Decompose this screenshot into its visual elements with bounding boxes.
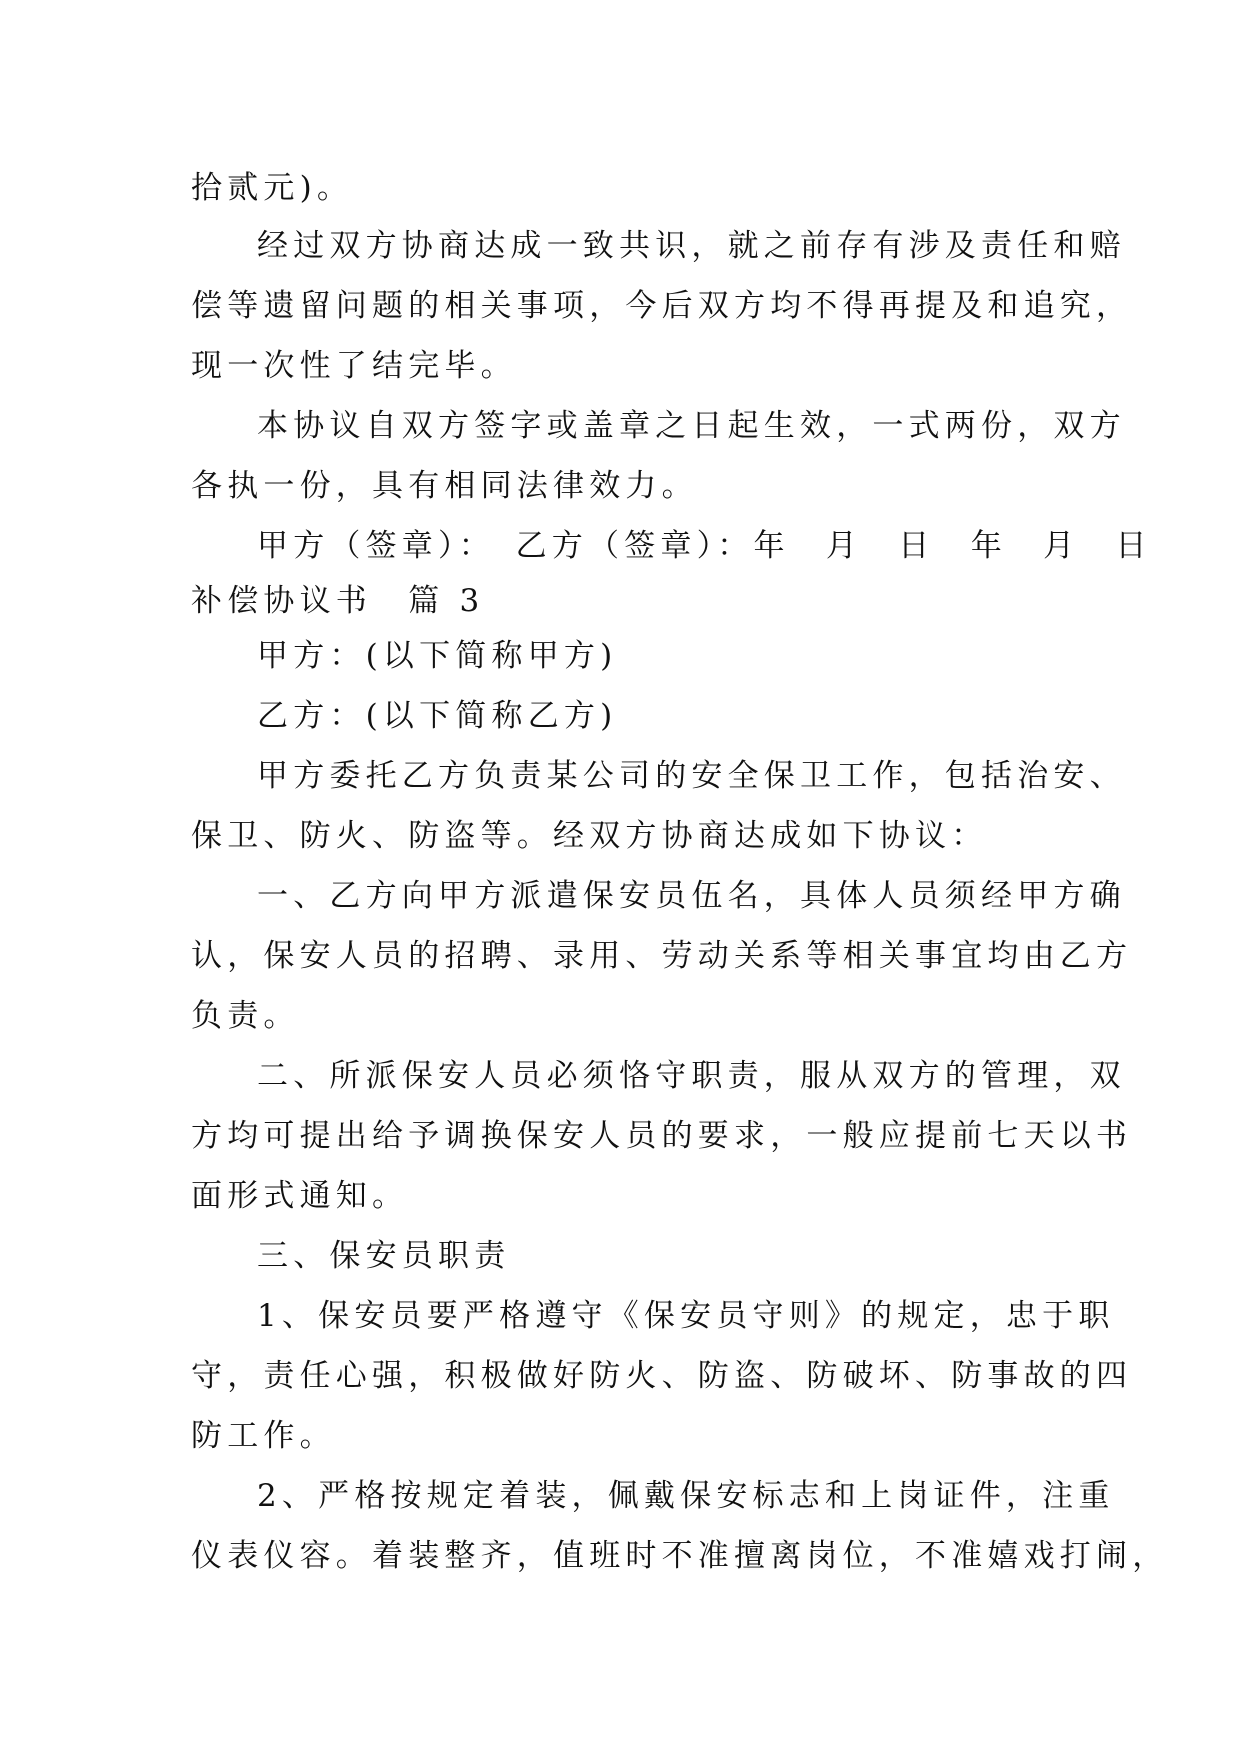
- paragraph-start: 三、保安员职责: [257, 1238, 511, 1274]
- text-line: 面形式通知。: [191, 1178, 409, 1214]
- text-line: 偿等遗留问题的相关事项，今后双方均不得再提及和追究，: [191, 288, 1133, 324]
- paragraph-start: 甲方委托乙方负责某公司的安全保卫工作，包括治安、: [257, 758, 1126, 794]
- text-line: 拾贰元)。: [191, 170, 354, 206]
- text-line: 仪表仪容。着装整齐，值班时不准擅离岗位，不准嬉戏打闹，: [191, 1538, 1169, 1574]
- text-line: 负责。: [191, 998, 300, 1034]
- text-line: 各执一份，具有相同法律效力。: [191, 468, 698, 504]
- party-b-line: 乙方：(以下简称乙方): [257, 698, 618, 734]
- text-line: 认，保安人员的招聘、录用、劳动关系等相关事宜均由乙方: [191, 938, 1133, 974]
- text-line: 方均可提出给予调换保安人员的要求，一般应提前七天以书: [191, 1118, 1133, 1154]
- text-line: 保卫、防火、防盗等。经双方协商达成如下协议：: [191, 818, 988, 854]
- text-line: 守，责任心强，积极做好防火、防盗、防破坏、防事故的四: [191, 1358, 1133, 1394]
- paragraph-start: 一、乙方向甲方派遣保安员伍名，具体人员须经甲方确: [257, 878, 1126, 914]
- party-a-line: 甲方：(以下简称甲方): [257, 638, 618, 674]
- paragraph-start: 经过双方协商达成一致共识，就之前存有涉及责任和赔: [257, 228, 1126, 264]
- signature-line: 甲方（签章）： 乙方（签章）：年 月 日 年 月 日: [257, 528, 1152, 564]
- text-line: 防工作。: [191, 1418, 336, 1454]
- paragraph-start: 二、所派保安人员必须恪守职责，服从双方的管理，双: [257, 1058, 1126, 1094]
- text-line: 现一次性了结完毕。: [191, 348, 517, 384]
- document-body: [191, 158, 1169, 1586]
- section-heading: 补偿协议书 篇 3: [191, 583, 485, 619]
- paragraph-start: 2、严格按规定着装，佩戴保安标志和上岗证件，注重: [257, 1478, 1115, 1514]
- paragraph-start: 本协议自双方签字或盖章之日起生效，一式两份，双方: [257, 408, 1126, 444]
- paragraph-start: 1、保安员要严格遵守《保安员守则》的规定，忠于职: [257, 1298, 1115, 1334]
